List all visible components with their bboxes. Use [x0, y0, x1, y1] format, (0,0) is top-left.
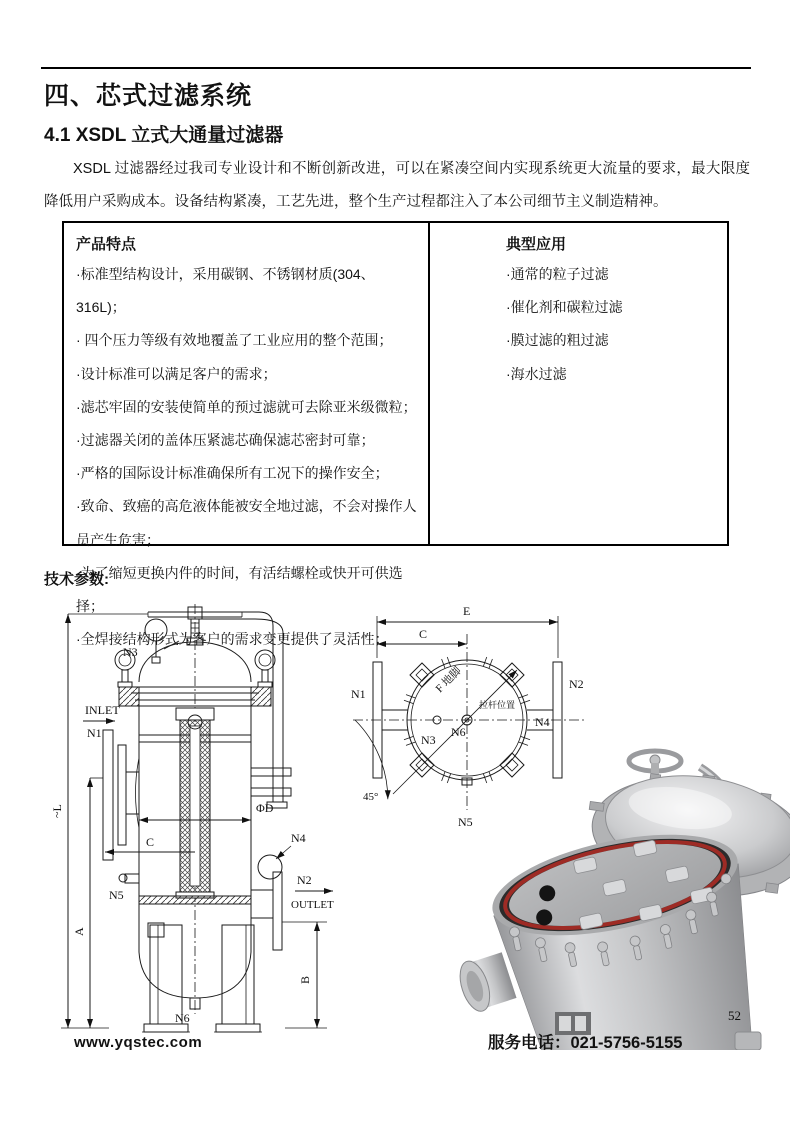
n1-label: N1	[351, 687, 366, 701]
dim-b-label: B	[298, 975, 312, 984]
feature-item: ·全焊接结构形式为客户的需求变更提供了灵活性；	[76, 631, 389, 648]
tube-sheet	[139, 896, 251, 904]
dim-a-label: A	[72, 927, 86, 936]
dim-c-label: C	[146, 835, 155, 849]
n2-label: N2	[569, 677, 584, 691]
page-title: 四、芯式过滤系统	[44, 82, 253, 110]
feature-item: ·致命、致癌的高危液体能被安全地过滤，不会对操作人员产生危害；	[76, 498, 417, 548]
angle-label: 45°	[363, 791, 379, 803]
feature-item: ·为了缩短更换内件的时间，有活结螺栓或快开可供选择；	[76, 564, 403, 615]
inlet-label: INLET	[85, 703, 120, 717]
n3-label: N3	[123, 645, 138, 659]
n4-label: N4	[291, 831, 306, 845]
application-item: ·海水过滤	[506, 365, 567, 382]
outlet-nozzle	[251, 872, 282, 950]
footer-website: www.yqstec.com	[74, 1034, 203, 1051]
n6-label: N6	[175, 1011, 190, 1025]
applications-cell	[430, 223, 727, 544]
section-title: 4.1 XSDL 立式大通量过滤器	[44, 125, 284, 146]
footer-phone: 服务电话：021-5756-5155	[488, 1034, 683, 1052]
n5-label: N5	[109, 888, 124, 902]
feature-item: ·过滤器关闭的盖体压紧滤芯确保滤芯密封可靠；	[76, 432, 375, 449]
application-item: ·通常的粒子过滤	[506, 266, 609, 282]
application-item: ·催化剂和碳粒过滤	[506, 299, 623, 316]
dim-c-label: C	[419, 627, 428, 641]
dim-diameter-label: ΦD	[256, 801, 274, 815]
feature-item: · 四个压力等级有效地覆盖了工业应用的整个范围；	[76, 332, 393, 349]
product-photo	[455, 745, 790, 1050]
support-lug	[735, 1032, 761, 1050]
applications-header: 典型应用	[506, 236, 567, 253]
inlet-nozzle	[103, 730, 139, 860]
n3-label: N3	[421, 733, 436, 747]
tech-params-heading: 技术参数:	[44, 571, 109, 588]
header-rule	[41, 67, 751, 69]
features-header: 产品特点	[76, 236, 137, 253]
n4-gauge	[258, 855, 282, 879]
front-view-drawing	[45, 600, 345, 1047]
n6-label: N6	[451, 725, 466, 739]
intro-paragraph: XSDL 过滤器经过我司专业设计和不断创新改进，可以在紧凑空间内实现系统更大流量的要求，最大限度降低用户采购成本。设备结构紧凑，工艺先进，整个生产过程都注入了本公司细节主义制造精神。	[44, 161, 750, 210]
filter-cartridge	[176, 708, 214, 898]
dim-length-label: ~L	[50, 804, 64, 818]
side-nozzle	[455, 950, 517, 1015]
n5-label: N5	[458, 815, 473, 829]
n5-nozzle	[119, 874, 139, 883]
feature-item: ·设计标准可以满足客户的需求；	[76, 365, 277, 382]
n1-label: N1	[87, 726, 102, 740]
n4-label: N4	[535, 715, 550, 729]
vent-pipe	[202, 612, 291, 808]
feature-item: ·严格的国际设计标准确保所有工况下的操作安全；	[76, 465, 389, 482]
feature-item: ·标准型结构设计，采用碳钢、不锈钢材质(304、316L)；	[76, 266, 375, 316]
dim-e-label: E	[463, 604, 471, 618]
feature-item: ·滤芯牢固的安装使简单的预过滤就可去除亚米级微粒；	[76, 398, 417, 415]
application-item: ·膜过滤的粗过滤	[506, 332, 609, 349]
outlet-label: OUTLET	[291, 899, 334, 911]
tie-rod-label: 拉杆位置	[479, 700, 516, 710]
anchor-label: F 地脚	[433, 664, 464, 696]
page-number: 52	[728, 1008, 741, 1023]
n2-label: N2	[297, 873, 312, 887]
